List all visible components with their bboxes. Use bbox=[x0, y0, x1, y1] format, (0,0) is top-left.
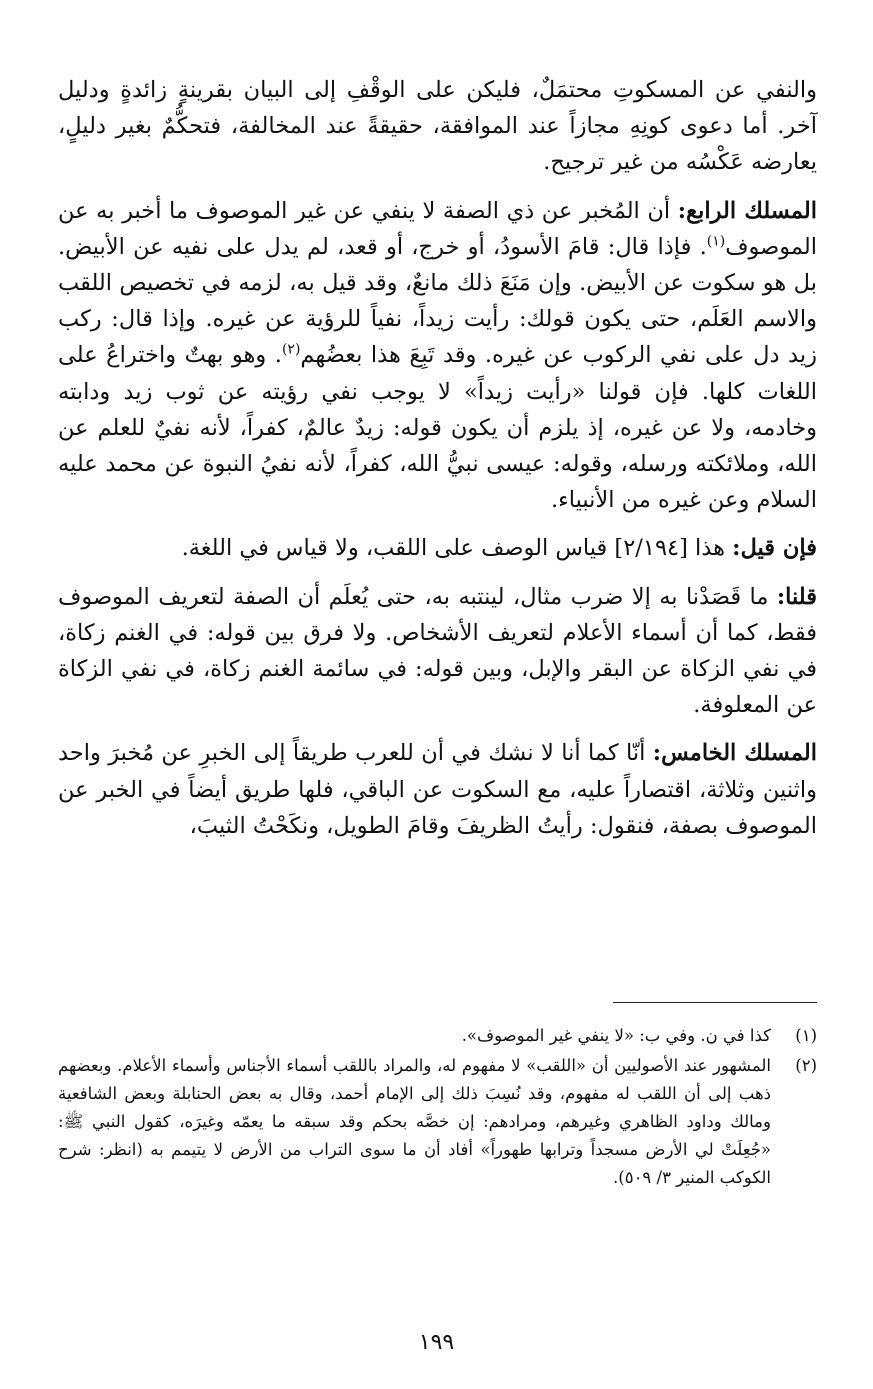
section-heading: قلنا: bbox=[776, 583, 817, 610]
paragraph-text: أن المُخبر عن ذي الصفة لا ينفي عن غير الموصوف ما أخبر به عن الموصوف bbox=[58, 197, 817, 260]
footnote-separator bbox=[613, 1002, 817, 1003]
page-number: ١٩٩ bbox=[418, 1330, 455, 1355]
paragraph-3 bbox=[58, 530, 817, 566]
paragraph-text: ما قَصَدْنا به إلا ضرب مثال، لينتبه به، حتى يُعلَم أن الصفة لتعريف الموصوف فقط، كما أن أسماء الأعلام لتعريف الأشخاص. ولا فرق بين قوله: في الغنم زكاة، في نفي الزكاة عن البقر والإبل، وبين قوله: في سائمة الغنم زكاة، في نفي الزكاة عن المعلوفة. bbox=[58, 583, 817, 719]
section-heading: المسلك الخامس: bbox=[652, 740, 817, 767]
paragraph-text: . وهو بهتٌ واختراعُ على اللغات كلها. فإن قولنا «رأيت زيداً» لا يوجب نفي رؤيته عن ثوب زيد ودابته وخادمه، ولا عن غيره، إذ يلزم أن يكون قوله: زيدٌ عالمٌ، كفراً، لأنه نفيٌ للعلم عن الله، وملائكته ورسله، وقوله: عيسى نبيُّ الله، كفراً، لأنه نفيُ النبوة عن محمد عليه السلام وعن غيره من الأنبياء. bbox=[58, 342, 817, 514]
paragraph-1 bbox=[58, 72, 817, 181]
paragraph-5 bbox=[58, 735, 817, 844]
footnote-ref-1: (١) bbox=[706, 233, 726, 250]
footnote-1 bbox=[58, 1022, 817, 1050]
paragraph-2 bbox=[58, 193, 817, 519]
paragraph-4 bbox=[58, 579, 817, 724]
paragraph-text: أنّا كما أنا لا نشك في أن للعرب طريقاً إلى الخبرِ عن مُخبرَ واحد واثنين وثلاثة، اقتصاراً عليه، مع السكوت عن الباقي، فلها طريق أيضاً في الخبر عن الموصوف بصفة، فنقول: رأيتُ الظريفَ وقامَ الطويل، ونكَحْتُ الثيبَ، bbox=[58, 740, 817, 839]
footnote-number: (٢) bbox=[795, 1056, 817, 1075]
footnote-number: (١) bbox=[795, 1026, 817, 1045]
footnote-text: المشهور عند الأصوليين أن «اللقب» لا مفهوم له، والمراد باللقب أسماء الأجناس وأسماء الأعلام. وبعضهم ذهب إلى أن اللقب له مفهوم، وقد نُسِبَ ذلك إلى الإمام أحمد، وقال به بعض الحنابلة وبعض الشافعية ومالك وداود الظاهري وغيرهم، ومرادهم: إن خصَّه بحكم وقد سبقه ما يعمّه وغيرَه، كقول النبي ﷺ: «جُعِلَتْ لي الأرض مسجداً وترابها طهوراً» أفاد أن ما سوى التراب من الأرض لا يتيمم به (انظر: شرح الكوكب المنير ٣/ ٥٠٩). bbox=[58, 1056, 771, 1187]
footnote-ref-2: (٢) bbox=[281, 341, 301, 358]
section-heading: فإن قيل: bbox=[732, 535, 817, 562]
section-heading: المسلك الرابع: bbox=[677, 197, 817, 224]
footnote-text: كذا في ن. وفي ب: «لا ينفي غير الموصوف». bbox=[461, 1026, 771, 1045]
footnotes bbox=[58, 1022, 817, 1194]
paragraph-text: هذا [٢/١٩٤] قياس الوصف على اللقب، ولا قياس في اللغة. bbox=[181, 535, 733, 562]
paragraph-text: . فإذا قال: قامَ الأسودُ، أو خرج، أو قعد، لم يدل على نفيه عن الأبيض. بل هو سكوت عن الأبيض. وإن مَنَعَ ذلك مانعٌ، وقد قيل به، لزمه في تخصيص اللقب والاسم العَلَم، حتى يكون قولك: رأيت زيداً، نفياً للرؤية عن غيره. وإذا قال: ركب زيد دل على نفي الركوب عن غيره. وقد تَبِعَ هذا بعضُهم bbox=[58, 233, 817, 369]
footnote-2 bbox=[58, 1052, 817, 1192]
paragraph-text: والنفي عن المسكوتِ محتمَلٌ، فليكن على الوقْفِ إلى البيان بقرينةٍ زائدةٍ ودليل آخر. أما دعوى كونِهِ مجازاً عند الموافقة، حقيقةً عند المخالفة، فتحكُّمٌ بغير دليلٍ، يعارضه عَكْسُه من غير ترجيح. bbox=[58, 77, 817, 176]
main-text bbox=[58, 72, 817, 856]
